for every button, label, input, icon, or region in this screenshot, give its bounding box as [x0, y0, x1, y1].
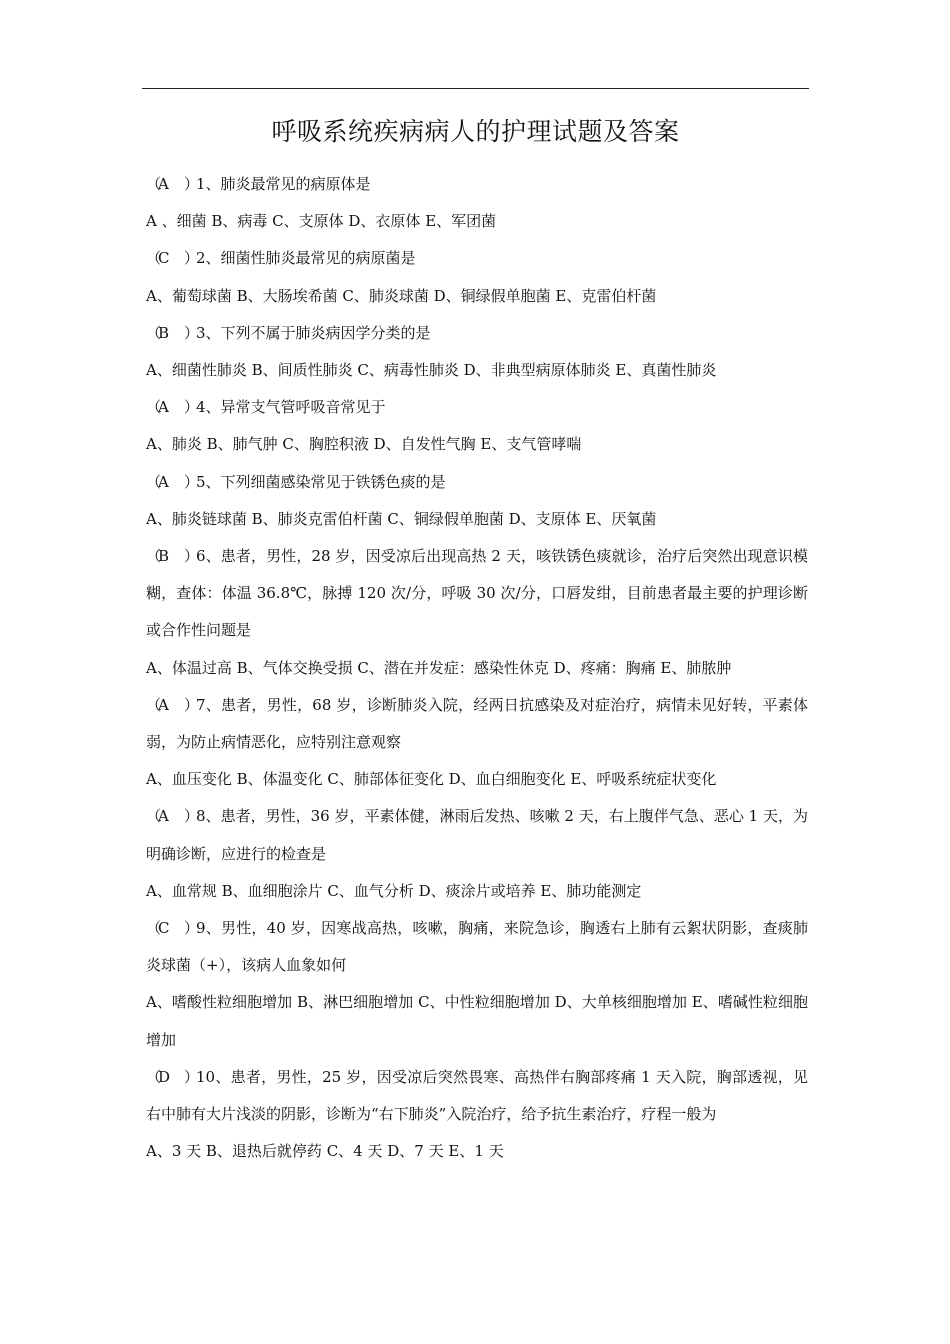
question-options: A、细菌性肺炎 B、间质性肺炎 C、病毒性肺炎 D、非典型病原体肺炎 E、真菌性肺炎	[146, 361, 717, 380]
question-10	[146, 1059, 808, 1171]
header-rule	[142, 88, 809, 89]
question-text: 8、患者，男性，36 岁，平素体健，淋雨后发热、咳嗽 2 天，右上腹伴气急、恶心 1 天，为明确诊断，应进行的检查是	[146, 807, 808, 863]
question-stem: （A ）1、肺炎最常见的病原体是	[146, 166, 808, 203]
question-6	[146, 538, 808, 687]
question-stem: （A ）7、患者，男性，68 岁，诊断肺炎入院，经两日抗感染及对症治疗，病情未见好转，平素体弱，为防止病情恶化，应特别注意观察	[146, 687, 808, 761]
answer-letter: A	[158, 695, 169, 714]
question-text: 6、患者，男性，28 岁，因受凉后出现高热 2 天，咳铁锈色痰就诊，治疗后突然出现意识模糊，查体：体温 36.8℃，脉搏 120 次/分，呼吸 30 次/分，口唇发绀，目前患者最主要的护理诊断或合作性问题是	[146, 547, 808, 640]
question-options: A、血常规 B、血细胞涂片 C、血气分析 D、痰涂片或培养 E、肺功能测定	[146, 881, 642, 900]
question-stem: （B ）3、下列不属于肺炎病因学分类的是	[146, 315, 808, 352]
question-text: 2、细菌性肺炎最常见的病原菌是	[196, 249, 416, 268]
question-stem: （D ）10、患者，男性，25 岁，因受凉后突然畏寒、高热伴右胸部疼痛 1 天入院，胸部透视，见右中肺有大片浅淡的阴影，诊断为“右下肺炎”入院治疗，给予抗生素治疗，疗程一般为	[146, 1059, 808, 1133]
question-text: 10、患者，男性，25 岁，因受凉后突然畏寒、高热伴右胸部疼痛 1 天入院，胸部透视，见右中肺有大片浅淡的阴影，诊断为“右下肺炎”入院治疗，给予抗生素治疗，疗程一般为	[146, 1067, 808, 1124]
question-stem: （A ）4、异常支气管呼吸音常见于	[146, 389, 808, 426]
question-options: A、肺炎链球菌 B、肺炎克雷伯杆菌 C、铜绿假单胞菌 D、支原体 E、厌氧菌	[146, 509, 657, 528]
question-options: A、肺炎 B、肺气肿 C、胸腔积液 D、自发性气胸 E、支气管哮喘	[146, 435, 582, 454]
question-options: A 、细菌 B、病毒 C、支原体 D、衣原体 E、军团菌	[146, 212, 497, 231]
question-text: 9、男性，40 岁，因寒战高热，咳嗽，胸痛，来院急诊，胸透右上肺有云絮状阴影，查痰肺炎球菌（+），该病人血象如何	[146, 919, 808, 975]
question-2	[146, 240, 808, 314]
question-stem: （B ）6、患者，男性，28 岁，因受凉后出现高热 2 天，咳铁锈色痰就诊，治疗后突然出现意识模糊，查体：体温 36.8℃，脉搏 120 次/分，呼吸 30 次/分，口唇发绀，目前患者最主要的护理诊断或合作性问题是	[146, 538, 808, 650]
question-1	[146, 166, 808, 240]
answer-letter: A	[158, 807, 169, 826]
question-4	[146, 389, 808, 463]
answer-letter: A	[158, 472, 169, 491]
question-options: A、嗜酸性粒细胞增加 B、淋巴细胞增加 C、中性粒细胞增加 D、大单核细胞增加 E、嗜碱性粒细胞增加	[146, 993, 808, 1049]
question-5	[146, 464, 808, 538]
question-stem: （C ）2、细菌性肺炎最常见的病原菌是	[146, 240, 808, 277]
question-text: 1、肺炎最常见的病原体是	[196, 175, 371, 193]
question-7	[146, 687, 808, 799]
question-text: 3、下列不属于肺炎病因学分类的是	[196, 323, 431, 342]
question-list	[146, 166, 808, 1170]
question-text: 5、下列细菌感染常见于铁锈色痰的是	[196, 472, 446, 491]
answer-letter: D	[158, 1067, 171, 1086]
question-9	[146, 910, 808, 1059]
question-stem: （C ）9、男性，40 岁，因寒战高热，咳嗽，胸痛，来院急诊，胸透右上肺有云絮状阴影，查痰肺炎球菌（+），该病人血象如何	[146, 910, 808, 984]
question-text: 4、异常支气管呼吸音常见于	[196, 398, 386, 417]
answer-letter: A	[158, 398, 169, 417]
page-title: 呼吸系统疾病病人的护理试题及答案	[271, 117, 680, 146]
question-stem: （A ）8、患者，男性，36 岁，平素体健，淋雨后发热、咳嗽 2 天，右上腹伴气急、恶心 1 天，为明确诊断，应进行的检查是	[146, 798, 808, 872]
answer-letter: C	[158, 919, 170, 938]
question-options: A、3 天 B、退热后就停药 C、4 天 D、7 天 E、1 天	[146, 1142, 504, 1161]
question-options: A、血压变化 B、体温变化 C、肺部体征变化 D、血白细胞变化 E、呼吸系统症状变化	[146, 770, 717, 789]
question-3	[146, 315, 808, 389]
question-options: A、葡萄球菌 B、大肠埃希菌 C、肺炎球菌 D、铜绿假单胞菌 E、克雷伯杆菌	[146, 286, 657, 305]
answer-letter: A	[158, 175, 169, 193]
question-stem: （A ）5、下列细菌感染常见于铁锈色痰的是	[146, 464, 808, 501]
question-8	[146, 798, 808, 910]
question-text: 7、患者，男性，68 岁，诊断肺炎入院，经两日抗感染及对症治疗，病情未见好转，平素体弱，为防止病情恶化，应特别注意观察	[146, 695, 808, 752]
answer-letter: B	[158, 323, 170, 342]
answer-letter: C	[158, 249, 170, 268]
answer-letter: B	[158, 547, 170, 566]
question-options: A、体温过高 B、气体交换受损 C、潜在并发症：感染性休克 D、疼痛：胸痛 E、肺脓肿	[146, 658, 732, 677]
